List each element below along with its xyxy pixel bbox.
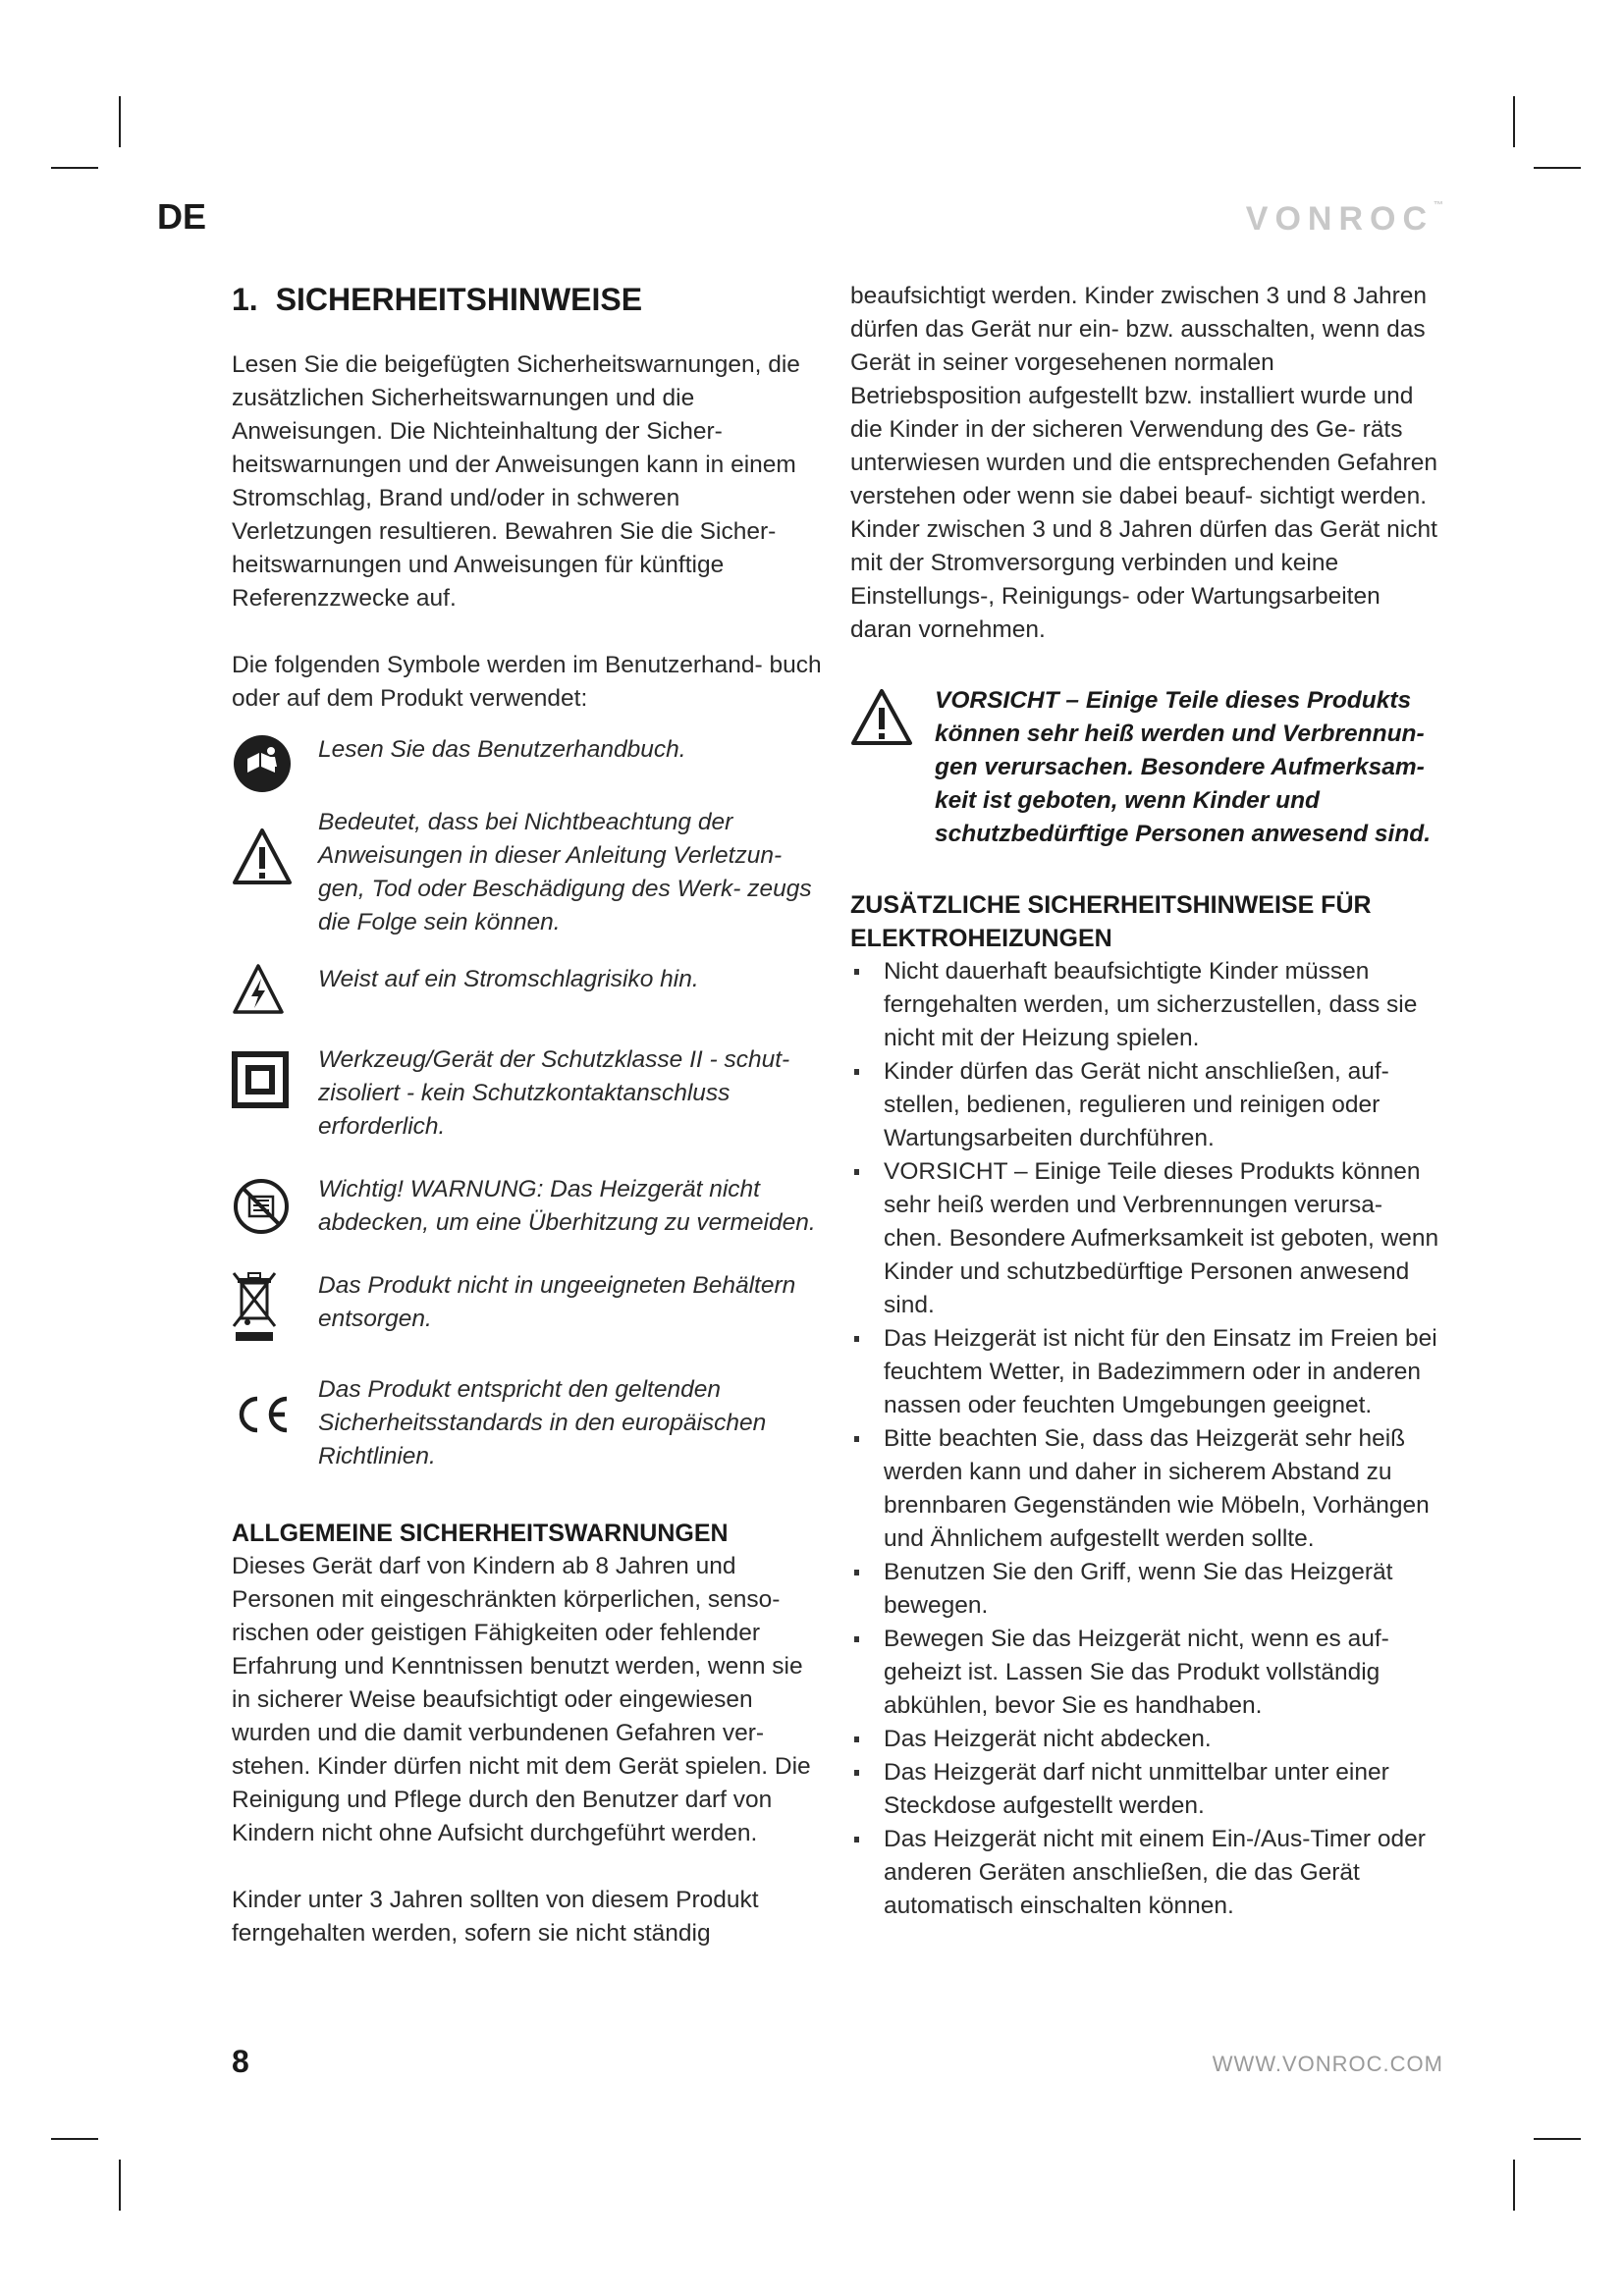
symbol-row-warning [232, 806, 827, 939]
left-column [232, 280, 827, 1984]
class-ii-icon [232, 1043, 318, 1108]
language-code: DE [157, 196, 207, 237]
symbol-text: Weist auf ein Stromschlagrisiko hin. [318, 966, 699, 992]
symbol-row-manual [232, 733, 827, 794]
list-item: VORSICHT – Einige Teile dieses Produkts können sehr heiß werden und Verbrennungen verursa- chen. Besondere Aufmerksamkeit ist geboten, wenn Kinder und schutzbedürftige Personen anwesend sind. [850, 1155, 1443, 1322]
list-item: Das Heizgerät ist nicht für den Einsatz im Freien bei feuchtem Wetter, in Badezimmern oder in anderen nassen oder feuchten Umgebungen geeignet. [850, 1322, 1443, 1422]
manual-icon [232, 733, 318, 794]
symbol-row-do-not-cover [232, 1173, 827, 1240]
brand-name: VONROC [1245, 200, 1434, 238]
crop-mark [119, 96, 121, 147]
crop-mark [1534, 2138, 1581, 2140]
list-item: Nicht dauerhaft beaufsichtigte Kinder müssen ferngehalten werden, um sicherzustellen, dass sie nicht mit der Heizung spielen. [850, 955, 1443, 1055]
caution-block [850, 684, 1443, 851]
section-title: SICHERHEITSHINWEISE [275, 282, 643, 317]
warning-triangle-icon [232, 806, 318, 886]
section-number: 1. [232, 282, 258, 317]
right-column [850, 280, 1443, 1923]
symbol-text: Werkzeug/Gerät der Schutzklasse II - schut- zisoliert - kein Schutzkontaktanschluss erforderlich. [318, 1046, 790, 1140]
crop-mark [51, 2138, 98, 2140]
safety-bullet-list [850, 955, 1443, 1923]
symbol-text: Wichtig! WARNUNG: Das Heizgerät nicht abdecken, um eine Überhitzung zu vermeiden. [318, 1176, 816, 1236]
intro-paragraph: Lesen Sie die beigefügten Sicherheitswarnungen, die zusätzlichen Sicherheitswarnungen und die Anweisungen. Die Nichteinhaltung der Sicher- heitswarnungen und der Anweisungen kann in einem Stromschlag, Brand und/oder in schweren Verletzungen resultieren. Bewahren Sie die Sicher- heitswarnungen und Anweisungen für künftige Referenzzwecke auf. [232, 351, 800, 612]
symbol-text: Das Produkt entspricht den geltenden Sicherheitsstandards in den europäischen Richtlinien. [318, 1376, 767, 1469]
electric-shock-icon [232, 963, 318, 1016]
symbols-intro: Die folgenden Symbole werden im Benutzerhand- buch oder auf dem Produkt verwendet: [232, 652, 822, 712]
list-item: Das Heizgerät nicht mit einem Ein-/Aus-Timer oder anderen Geräten anschließen, die das Gerät automatisch einschalten können. [850, 1823, 1443, 1923]
symbol-text: Bedeutet, dass bei Nichtbeachtung der Anweisungen in dieser Anleitung Verletzun- gen, Tod oder Beschädigung des Werk- zeugs die Folge sein können. [318, 809, 812, 935]
list-item: Bewegen Sie das Heizgerät nicht, wenn es auf- geheizt ist. Lassen Sie das Produkt vollständig abkühlen, bevor Sie es handhaben. [850, 1623, 1443, 1723]
weee-bin-icon [232, 1269, 318, 1344]
symbol-text: Lesen Sie das Benutzerhandbuch. [318, 736, 686, 763]
do-not-cover-icon [232, 1173, 318, 1236]
crop-mark [1513, 96, 1515, 147]
crop-mark [51, 167, 98, 169]
list-item: Bitte beachten Sie, dass das Heizgerät sehr heiß werden kann und daher in sicherem Abstand zu brennbaren Gegenständen wie Möbeln, Vorhängen und Ähnlichem aufgestellt werden sollte. [850, 1422, 1443, 1556]
website-url: WWW.VONROC.COM [1212, 2052, 1443, 2076]
general-warnings-heading: ALLGEMEINE SICHERHEITSWARNUNGEN [232, 1520, 729, 1547]
list-item: Das Heizgerät nicht abdecken. [850, 1723, 1443, 1756]
symbol-text: Das Produkt nicht in ungeeigneten Behältern entsorgen. [318, 1272, 796, 1332]
section-heading [232, 280, 827, 319]
crop-mark [1534, 167, 1581, 169]
ce-mark-icon [232, 1373, 318, 1436]
general-warnings-text: Dieses Gerät darf von Kindern ab 8 Jahren und Personen mit eingeschränkten körperlichen, senso- rischen oder geistigen Fähigkeiten oder fehlender Erfahrung und Kenntnissen benutzt werden, wenn sie in sicherer Weise beaufsichtigt oder eingewiesen wurden und die damit verbundenen Gefahren ver- stehen. Kinder dürfen nicht mit dem Gerät spielen. Die Reinigung und Pflege durch den Benutzer darf von Kindern nicht ohne Aufsicht durchgeführt werden. [232, 1553, 811, 1846]
continued-paragraph: beaufsichtigt werden. Kinder zwischen 3 und 8 Jahren dürfen das Gerät nur ein- bzw. ausschalten, wenn das Gerät in seiner vorgesehenen normalen Betriebsposition aufgestellt bzw. installiert wurde und die Kinder in der sicheren Verwendung des Ge- räts unterwiesen wurden und die entsprechenden Gefahren verstehen oder wenn sie dabei beauf- sichtigt werden. Kinder zwischen 3 und 8 Jahren dürfen das Gerät nicht mit der Stromversorgung verbinden und keine Einstellungs-, Reinigungs- oder Wartungsarbeiten daran vornehmen. [850, 283, 1437, 643]
symbol-row-ce [232, 1373, 827, 1473]
warning-triangle-icon [850, 684, 935, 757]
list-item: Benutzen Sie den Griff, wenn Sie das Heizgerät bewegen. [850, 1556, 1443, 1623]
additional-heading: ZUSÄTZLICHE SICHERHEITSHINWEISE FÜR ELEKTROHEIZUNGEN [850, 891, 1372, 952]
symbol-row-weee [232, 1269, 827, 1344]
crop-mark [119, 2160, 121, 2211]
crop-mark [1513, 2160, 1515, 2211]
symbol-row-class-ii [232, 1043, 827, 1144]
caution-text: VORSICHT – Einige Teile dieses Produkts können sehr heiß werden und Verbrennun- gen verursachen. Besondere Aufmerksam- keit ist geboten, wenn Kinder und schutzbedürftige Personen anwesend sind. [935, 687, 1432, 847]
page-number: 8 [232, 2044, 249, 2079]
children-paragraph: Kinder unter 3 Jahren sollten von diesem Produkt ferngehalten werden, sofern sie nicht ständig [232, 1887, 759, 1947]
symbol-row-shock [232, 963, 827, 1016]
list-item: Das Heizgerät darf nicht unmittelbar unter einer Steckdose aufgestellt werden. [850, 1756, 1443, 1823]
list-item: Kinder dürfen das Gerät nicht anschließen, auf- stellen, bedienen, regulieren und reinigen oder Wartungsarbeiten durchführen. [850, 1055, 1443, 1155]
brand-logo: VONROC™ [1245, 200, 1443, 238]
